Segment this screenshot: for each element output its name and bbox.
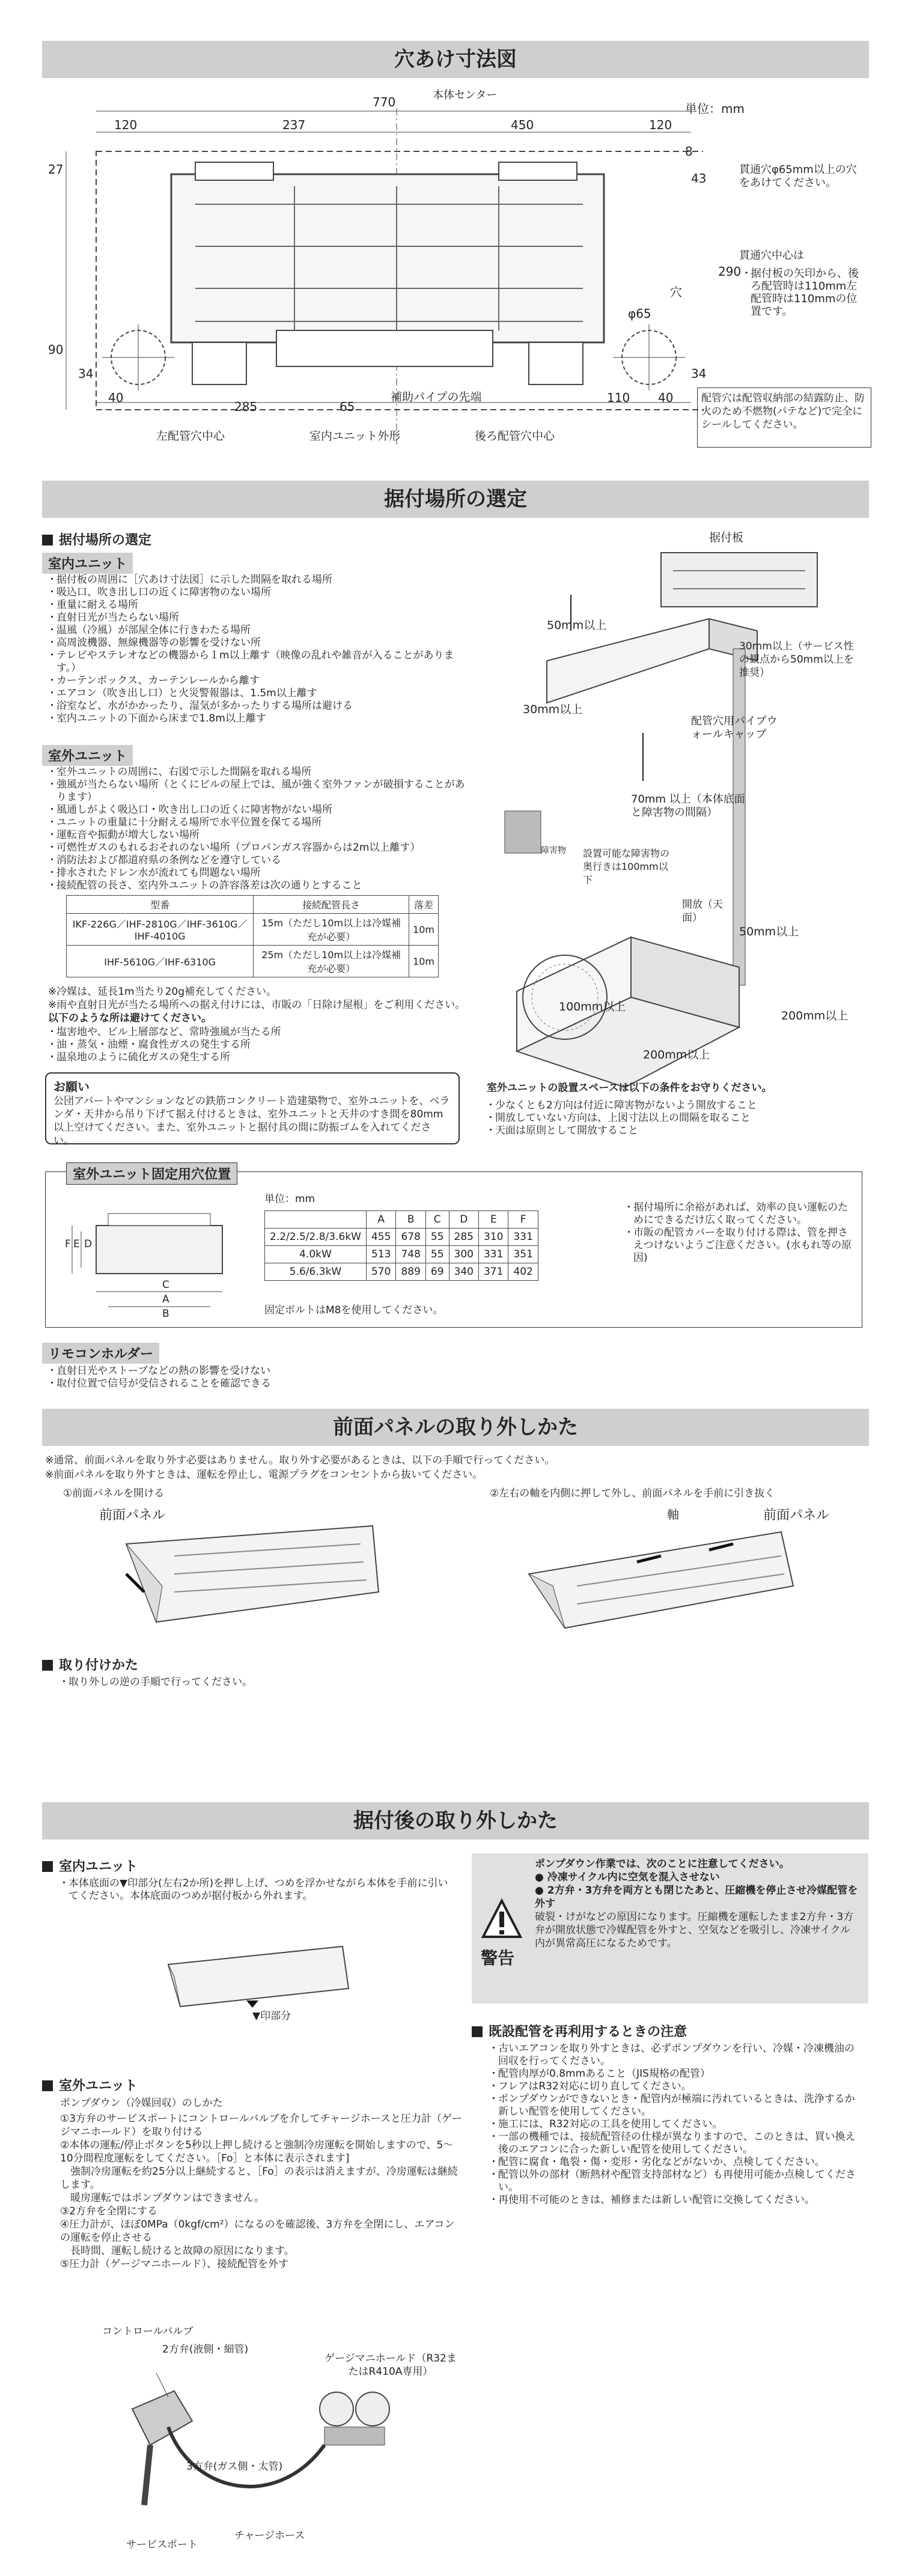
panel-label-2: 前面パネル (763, 1508, 830, 1523)
list-item: ・ 古いエアコンを取り外すときは、必ずポンプダウンを行い、冷媒・冷凍機油の回収を行ってください。 (490, 2043, 862, 2068)
obstacle-label: 障害物 (541, 846, 566, 855)
right-pipe-label: 後ろ配管穴中心 (475, 430, 555, 443)
list-item: ・ 可燃性ガスのもれるおそれのない場所（プロパンガス容器からは2m以上離す） (48, 842, 469, 854)
aux-pipe-label: 補助パイプの先端 (391, 390, 482, 404)
list-item: ・ 配管以外の部材（断熱材や配管支持部材など）も再使用可能か点検してください。 (490, 2169, 862, 2194)
three-way-valve-label: 3方弁(ガス側・太管) (186, 2461, 283, 2473)
clearance-200-right: 200mm以上 (781, 1009, 849, 1022)
indoor-conditions (48, 574, 469, 725)
list-item: ・ 少なくとも2方向は付近に障害物がないよう開放すること (487, 1099, 859, 1112)
list-item: ・ 市販の配管カバーを取り付ける際は、管を押さえつけないようご注意ください。(水もれ等の原因) (625, 1227, 853, 1265)
panel-label-1: 前面パネル (99, 1508, 166, 1523)
space-title: 室外ユニットの設置スペースは以下の条件をお守りください。 (487, 1082, 772, 1094)
list-item: ・ 接続配管の長さ、室内外ユニットの許容落差は次の通りとすること (48, 879, 469, 892)
reuse-list (490, 2043, 862, 2207)
list-item: ・ 室内ユニットの下面から床まで1.8m以上離す (48, 712, 469, 725)
note-center-list (742, 267, 862, 318)
dim-27: 27 (48, 162, 64, 177)
pipe-notes: ※冷媒は、延長1m当たり20g補充してください。 ※雨や直射日光が当たる場所への据え付けには、市販の「日除け屋根」をご利用ください。 以下のような所は避けてください。 (48, 986, 466, 1024)
seal-note-box: 配管穴は配管収納部の結露防止、防火のため不燃物(パテなど)で完全にシールしてください。 (697, 387, 871, 448)
clearance-100: 100mm以上 (559, 1000, 626, 1013)
dim-770: 770 (373, 95, 396, 109)
clearance-30-left: 30mm以上 (523, 703, 583, 716)
clearance-30-right: 30mm以上（サービス性の観点から50mm以上を推奨） (739, 640, 854, 679)
panel-step-1: ①前面パネルを開ける (63, 1487, 165, 1499)
panel-note-2: ※前面パネルを取り外すときは、運転を停止し、電源プラグをコンセントから抜いてください。 (45, 1469, 483, 1481)
gauge-label: ゲージマニホールド（R32またはR410A専用） (324, 2353, 457, 2378)
mark-label: ▼印部分 (252, 2010, 291, 2022)
list-item: ・ フレアはR32対応に切り直してください。 (490, 2080, 862, 2093)
plate-label: 据付板 (709, 531, 744, 544)
space-list (487, 1099, 859, 1137)
list-item: ・ 温泉地のように硫化ガスの発生する所 (48, 1051, 469, 1064)
bolt-side-notes (625, 1201, 853, 1265)
panel-note-1: ※通常、前面パネルを取り外す必要はありません。取り外す必要があるときは、以下の手順で行ってください。 (45, 1454, 555, 1466)
list-item: ・ 据付場所に余裕があれば、効率の良い運転のためにできるだけ広く取ってください。 (625, 1201, 853, 1227)
avoid-list (48, 1026, 469, 1064)
list-item: ・ ポンプダウンができないとき・配管内が極端に汚れているときは、洗浄するか新しい配管を使用してください。 (490, 2093, 862, 2118)
clearance-200-front: 200mm以上 (643, 1048, 710, 1062)
tag-outdoor: 室外ユニット (42, 745, 133, 766)
list-item: ・ 本体底面の▼印部分(左右2か所)を押し上げ、つめを浮かせながら本体を手前に引いてください。本体底面のつめが据付板から外れます。 (60, 1877, 457, 1903)
table-row: IHF-5610G／IHF-6310G 25m（ただし10m以上は冷媒補充が必要） 10m (67, 946, 439, 977)
subsection-outdoor-removal: 室外ユニット (42, 2076, 138, 2094)
label-b: B (162, 1308, 169, 1320)
subsection-location: 据付場所の選定 (42, 530, 151, 548)
dim-285: 285 (234, 399, 258, 414)
left-pipe-label: 左配管穴中心 (156, 430, 225, 443)
pumpdown-title: ポンプダウン（冷媒回収）のしかた (60, 2097, 223, 2109)
label-f: F (65, 1238, 71, 1250)
label-c: C (162, 1279, 169, 1291)
list-item: ・ 直射日光やストーブなどの熱の影響を受けない (48, 1365, 469, 1378)
dim-phi65: φ65 (628, 306, 651, 321)
pumpdown-steps: ①3方弁のサービスポートにコントロールバルブを介してチャージホースと圧力計（ゲージマニホールド）を取り付ける ②本体の運転/停止ボタンを5秒以上押し続けると強制冷房運転を開始しますので、5～10分間程度運転をしてください。［Fo］と本体に表示されます] 強制冷房運転を約25分以上継続すると、［Fo］の表示は消えますが、冷房運転は継続します。 暖房運転ではポンプダウンはできません。 ③2方弁を全閉にする ④圧力計が、ほぼ0MPa（0kgf/cm²）になるのを確認後、3方弁を全閉にし、エアコンの運転を停止させる 長時間、運転し続けると故障の原因になります。 ⑤圧力計（ゲージマニホールド）、接続配管を外す (60, 2113, 462, 2270)
panel-open-illustration (120, 1520, 385, 1628)
clearance-50-top: 50mm以上 (547, 619, 607, 632)
list-item: ・ 配管に腐食・亀裂・傷・変形・劣化などがないか、点検してください。 (490, 2156, 862, 2169)
list-item: ・ カーテンボックス、カーテンレールから離す (48, 675, 469, 687)
list-item: ・ 浴室など、水がかかったり、湿気が多かったりする場所は避ける (48, 700, 469, 712)
list-item: ・ 直射日光が当たらない場所 (48, 612, 469, 624)
label-e: E (73, 1238, 80, 1250)
clearance-50-rear: 50mm以上 (739, 925, 799, 938)
list-item: ・ 油・蒸気・油煙・腐食性ガスの発生する所 (48, 1039, 469, 1051)
service-port-label: サービスポート (126, 2539, 198, 2551)
section-title-drilling: 穴あけ寸法図 (42, 41, 869, 78)
open-top-label: 開放（天面） (682, 899, 723, 924)
panel-step-2: ②左右の軸を内側に押して外し、前面パネルを手前に引き抜く (490, 1487, 775, 1499)
bolt-note: 固定ボルトはM8を使用してください。 (264, 1304, 443, 1316)
unit-label: 単位：mm (685, 102, 745, 116)
bolt-title: 室外ユニット固定用穴位置 (66, 1162, 237, 1185)
warning-label: 警告 (481, 1948, 515, 1968)
list-item: ・ 取り外しの逆の手順で行ってください。 (60, 1676, 252, 1689)
list-item: ・ 排水されたドレン水が流れても問題ない場所 (48, 867, 469, 879)
dim-8: 8 (685, 144, 693, 159)
list-item: ・ 再使用不可能のときは、補修または新しい配管に交換してください。 (490, 2194, 862, 2207)
drilling-diagram (42, 84, 703, 445)
subsection-indoor-removal: 室内ユニット (42, 1856, 138, 1875)
label-d: D (84, 1238, 93, 1250)
indoor-removal-list (60, 1877, 457, 1903)
dim-43: 43 (691, 171, 707, 186)
note-hole: 貫通穴φ65mm以上の穴をあけてください。 (739, 163, 857, 189)
note-center-title: 貫通穴中心は (739, 249, 804, 262)
dim-40-left: 40 (108, 390, 124, 405)
list-item: ・ テレビやステレオなどの機器から１m以上離す（映像の乱れや雑音が入ることがあります。） (48, 649, 469, 675)
panel-remove-illustration (517, 1520, 799, 1640)
note-center-item: ・ 据付板の矢印から、後ろ配管時は110mm左配管時は110mmの位置です。 (742, 267, 862, 318)
section-title-removal: 据付後の取り外しかた (42, 1802, 869, 1839)
axis-label: 軸 (667, 1507, 679, 1522)
section-title-panel: 前面パネルの取り外しかた (42, 1409, 869, 1446)
section-title-location: 据付場所の選定 (42, 481, 869, 518)
dim-450: 450 (511, 118, 534, 132)
list-item: ・ 据付板の周囲に［穴あけ寸法図］に示した間隔を取れる場所 (48, 574, 469, 586)
pipe-length-table: 型番 接続配管長さ 落差 IKF-226G／IHF-2810G／IHF-3610G／IHF-4010G 15m（ただし10m以上は冷媒補充が必要） 10m IHF-5610G／IHF-6310G 25m（ただし10m以上は冷媒補充が必要） 10m (66, 895, 439, 977)
subsection-attach: 取り付けかた (42, 1655, 138, 1674)
list-item: ・ 取付位置で信号が受信されることを確認できる (48, 1378, 469, 1390)
list-item: ・ 消防法および都道府県の条例などを遵守している (48, 854, 469, 867)
list-item: ・ 吸込口、吹き出し口の近くに障害物のない場所 (48, 586, 469, 599)
control-valve-label: コントロールバルブ (102, 2325, 193, 2338)
pipe-cap-label: 配管穴用パイプウォールキャップ (691, 715, 778, 741)
dim-40-right: 40 (658, 390, 674, 405)
list-item: ・ エアコン（吹き出し口）と火災警報器は、1.5m以上離す (48, 687, 469, 700)
hole-label: 穴 (670, 285, 682, 299)
request-box: お願い 公団アパートやマンションなどの鉄筋コンクリート造建築物で、室外ユニットを、ベランダ・天井から吊り下げて据え付けるときは、室外ユニットと天井のすき間を80mm以上空けてください。また、室外ユニットと据付具の間に防振ゴムを入れてください。 (45, 1072, 460, 1144)
clearance-70: 70mm 以上（本体底面と障害物の間隔） (631, 793, 745, 819)
bolt-unit: 単位：mm (264, 1193, 315, 1205)
attach-list (60, 1676, 252, 1689)
list-item: ・ 一部の機種では、接続配管径の仕様が異なりますので、このときは、買い換え後のエアコンに合った新しい配管を使用してください。 (490, 2131, 862, 2156)
dim-120-left: 120 (114, 118, 138, 132)
dim-237: 237 (282, 118, 306, 132)
indoor-outline-label: 室内ユニット外形 (309, 430, 401, 443)
list-item: ・ 運転音や振動が増大しない場所 (48, 829, 469, 842)
list-item: ・ 天面は原則として開放すること (487, 1125, 859, 1137)
bolt-diagram (60, 1201, 258, 1322)
list-item: ・ 配管肉厚が0.8mmあること（JIS規格の配管） (490, 2068, 862, 2080)
list-item: ・ 風通しがよく吸込口・吹き出し口の近くに障害物がない場所 (48, 804, 469, 816)
list-item: ・ 強風が当たらない場所（とくにビルの屋上では、風が強く室外ファンが破損することがあります） (48, 779, 469, 804)
list-item: ・ ユニットの重量に十分耐える場所で水平位置を保てる場所 (48, 816, 469, 829)
list-item: ・ 開放していない方向は、上図寸法以上の間隔を取ること (487, 1112, 859, 1125)
two-way-valve-label: 2方弁(液側・細管) (162, 2344, 249, 2356)
indoor-unit-illustration (162, 1940, 355, 2012)
dim-65: 65 (340, 399, 355, 414)
tag-remote: リモコンホルダー (42, 1343, 159, 1364)
obstacle-depth-note: 設置可能な障害物の奥行きは100mm以下 (583, 848, 670, 886)
tag-indoor: 室内ユニット (42, 553, 133, 574)
label-a: A (162, 1293, 169, 1305)
warning-icon (481, 1898, 523, 1940)
table-row: IKF-226G／IHF-2810G／IHF-3610G／IHF-4010G 15m（ただし10m以上は冷媒補充が必要） 10m (67, 914, 439, 946)
table-row: 4.0kW 513 748 55 300 331 351 (265, 1246, 538, 1263)
outdoor-conditions (48, 766, 469, 892)
dim-290: 290 (718, 264, 742, 279)
subsection-reuse: 既設配管を再利用するときの注意 (472, 2022, 687, 2040)
table-row: 2.2/2.5/2.8/3.6kW 455 678 55 285 310 331 (265, 1229, 538, 1246)
list-item: ・ 温風（冷風）が部屋全体に行きわたる場所 (48, 624, 469, 637)
remote-list (48, 1365, 469, 1390)
list-item: ・ 施工には、R32対応の工具を使用してください。 (490, 2118, 862, 2131)
dim-34-left: 34 (78, 366, 94, 381)
bolt-table: A B C D E F 2.2/2.5/2.8/3.6kW 455 678 55 285 310 331 4.0kW 513 748 55 300 331 351 5.6/6.3kW 570 889 69 340 371 402 (264, 1211, 538, 1281)
charge-hose-label: チャージホース (234, 2530, 305, 2542)
dim-90: 90 (48, 342, 64, 357)
list-item: ・ 重量に耐える場所 (48, 599, 469, 612)
list-item: ・ 高周波機器、無線機器等の影響を受けない所 (48, 637, 469, 649)
dim-34-right: 34 (691, 366, 707, 381)
dim-110: 110 (607, 390, 630, 405)
table-row: 5.6/6.3kW 570 889 69 340 371 402 (265, 1263, 538, 1281)
list-item: ・ 室外ユニットの周囲に、右図で示した間隔を取れる場所 (48, 766, 469, 779)
center-label: 本体センター (433, 89, 498, 102)
warning-content: ポンプダウン作業では、次のことに注意してください。 ● 冷凍サイクル内に空気を混入させない ● 2方弁・3方弁を両方とも閉じたあと、圧縮機を停止させ冷媒配管を外す 破裂・けがなどの原因になります。圧縮機を運転したまま2方弁・3方弁が開放状態で冷媒配管を外すと、空気などを吸引し、冷凍サイクル内が異常高圧になるためです。 (535, 1858, 858, 1949)
list-item: ・ 塩害地や、ビル上層部など、常時強風が当たる所 (48, 1026, 469, 1039)
dim-120-right: 120 (649, 118, 672, 132)
